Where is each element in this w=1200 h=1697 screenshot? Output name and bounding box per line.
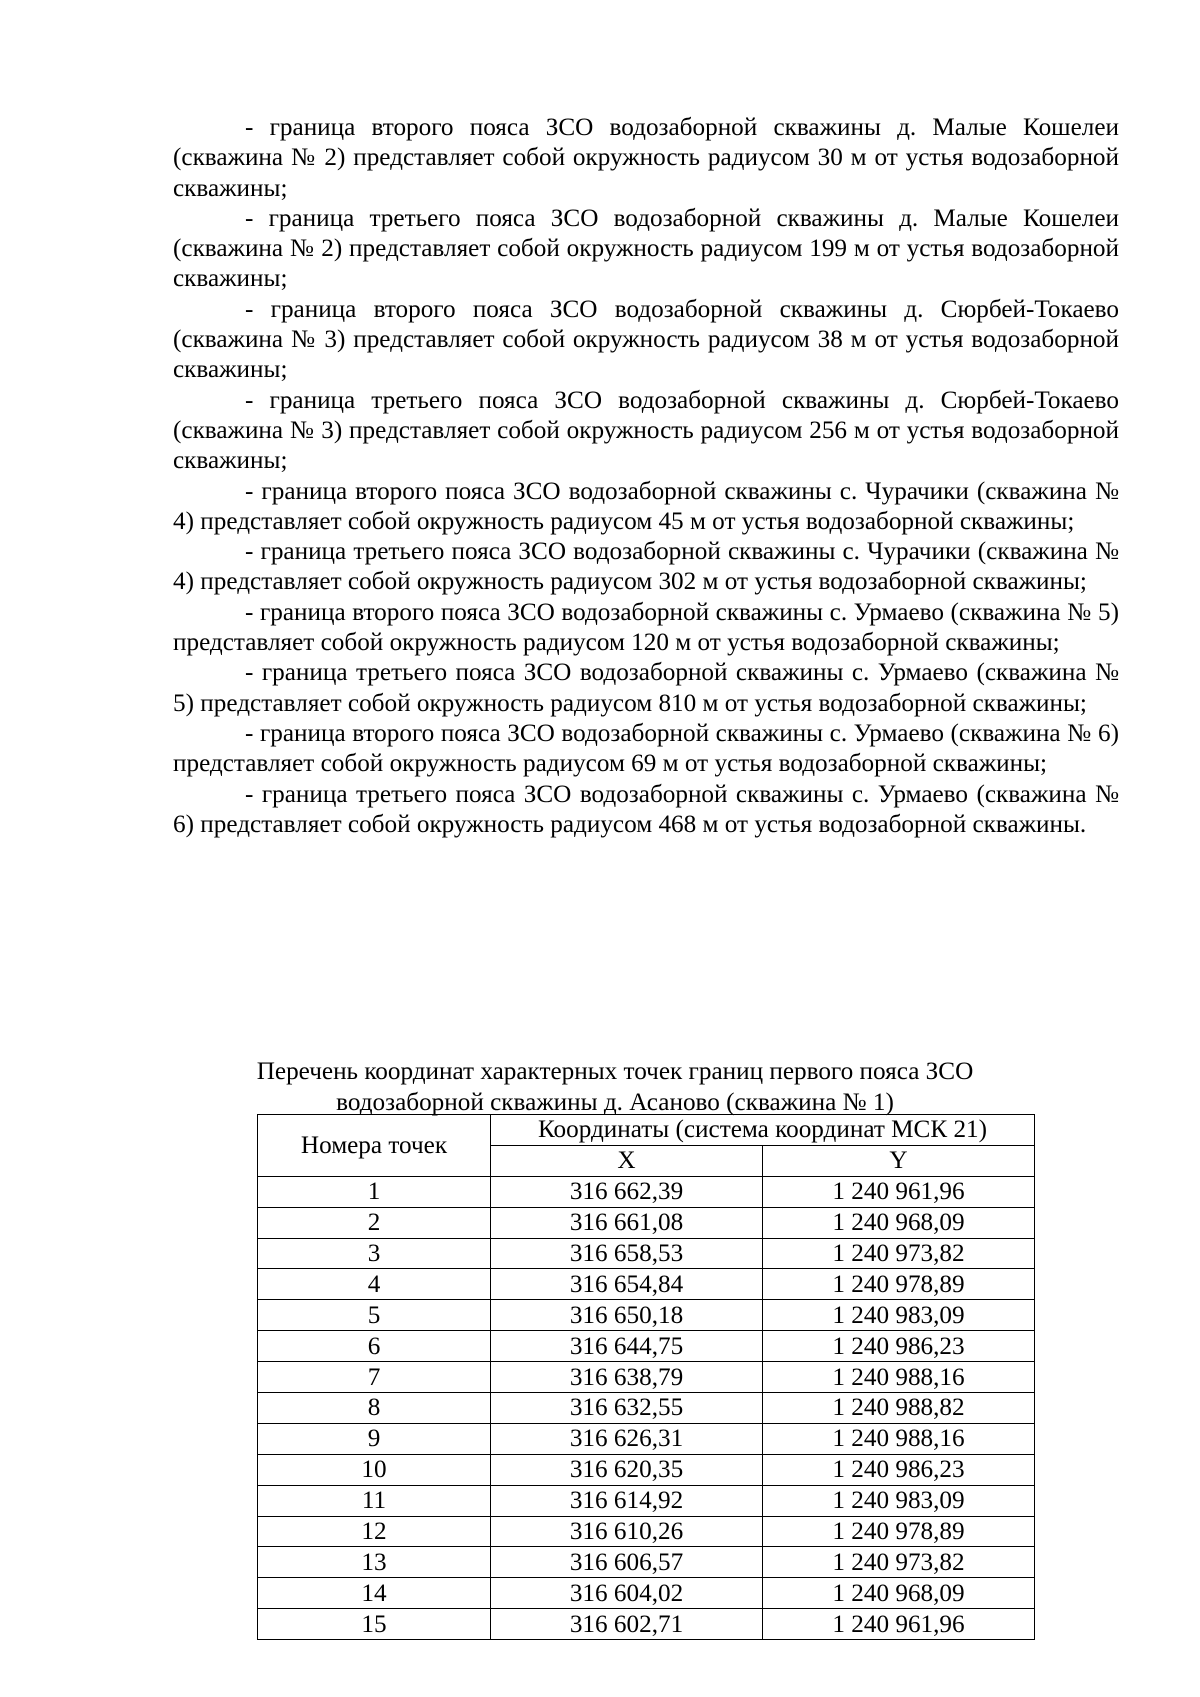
x-value: 316 610,26	[491, 1516, 763, 1547]
x-value: 316 638,79	[491, 1362, 763, 1393]
table-row	[258, 1393, 1035, 1424]
coordinates-table	[257, 1114, 1035, 1640]
point-number: 6	[258, 1331, 491, 1362]
point-number: 7	[258, 1362, 491, 1393]
point-number: 12	[258, 1516, 491, 1547]
y-value: 1 240 968,09	[763, 1207, 1035, 1238]
table-caption-line-2: водозаборной скважины д. Асаново (скважина № 1)	[336, 1088, 894, 1116]
x-value: 316 658,53	[491, 1238, 763, 1269]
header-y: Y	[763, 1145, 1035, 1176]
x-value: 316 661,08	[491, 1207, 763, 1238]
x-value: 316 632,55	[491, 1393, 763, 1424]
paragraph: - граница третьего пояса ЗСО водозаборной скважины с. Чурачики (скважина № 4) представляет собой окружность радиусом 302 м от устья водозаборной скважины;	[173, 538, 1119, 596]
y-value: 1 240 988,16	[763, 1423, 1035, 1454]
point-number: 4	[258, 1269, 491, 1300]
table-row	[258, 1331, 1035, 1362]
y-value: 1 240 961,96	[763, 1609, 1035, 1640]
y-value: 1 240 973,82	[763, 1547, 1035, 1578]
y-value: 1 240 978,89	[763, 1516, 1035, 1547]
table-row	[258, 1269, 1035, 1300]
paragraph: - граница второго пояса ЗСО водозаборной скважины с. Урмаево (скважина № 5) представляет собой окружность радиусом 120 м от устья водозаборной скважины;	[173, 598, 1119, 657]
point-number: 13	[258, 1547, 491, 1578]
point-number: 8	[258, 1393, 491, 1424]
paragraph: - граница второго пояса ЗСО водозаборной скважины с. Урмаево (скважина № 6) представляет собой окружность радиусом 69 м от устья водозаборной скважины;	[173, 719, 1119, 778]
table-row	[258, 1362, 1035, 1393]
paragraph: - граница второго пояса ЗСО водозаборной скважины с. Чурачики (скважина № 4) представляет собой окружность радиусом 45 м от устья водозаборной скважины;	[173, 477, 1119, 535]
point-number: 1	[258, 1176, 491, 1207]
point-number: 10	[258, 1454, 491, 1485]
paragraph: - граница третьего пояса ЗСО водозаборной скважины с. Урмаево (скважина № 5) представляет собой окружность радиусом 810 м от устья водозаборной скважины;	[173, 659, 1119, 717]
y-value: 1 240 968,09	[763, 1578, 1035, 1609]
y-value: 1 240 988,16	[763, 1362, 1035, 1393]
table-row	[258, 1578, 1035, 1609]
y-value: 1 240 986,23	[763, 1454, 1035, 1485]
header-x: X	[491, 1145, 763, 1176]
table-header-row	[258, 1115, 1035, 1146]
x-value: 316 662,39	[491, 1176, 763, 1207]
table-row	[258, 1176, 1035, 1207]
y-value: 1 240 978,89	[763, 1269, 1035, 1300]
point-number: 5	[258, 1300, 491, 1331]
paragraph: - граница третьего пояса ЗСО водозаборной скважины с. Урмаево (скважина № 6) представляет собой окружность радиусом 468 м от устья водозаборной скважины.	[173, 780, 1119, 838]
x-value: 316 606,57	[491, 1547, 763, 1578]
x-value: 316 644,75	[491, 1331, 763, 1362]
paragraph: - граница третьего пояса ЗСО водозаборной скважины д. Малые Кошелеи (скважина № 2) представляет собой окружность радиусом 199 м от устья водозаборной скважины;	[173, 204, 1119, 293]
x-value: 316 604,02	[491, 1578, 763, 1609]
y-value: 1 240 961,96	[763, 1176, 1035, 1207]
table-row	[258, 1454, 1035, 1485]
x-value: 316 650,18	[491, 1300, 763, 1331]
header-point-numbers: Номера точек	[258, 1115, 491, 1177]
point-number: 14	[258, 1578, 491, 1609]
x-value: 316 602,71	[491, 1609, 763, 1640]
y-value: 1 240 986,23	[763, 1331, 1035, 1362]
table-row	[258, 1485, 1035, 1516]
x-value: 316 614,92	[491, 1485, 763, 1516]
x-value: 316 626,31	[491, 1423, 763, 1454]
y-value: 1 240 983,09	[763, 1485, 1035, 1516]
paragraph: - граница второго пояса ЗСО водозаборной скважины д. Малые Кошелеи (скважина № 2) представляет собой окружность радиусом 30 м от устья водозаборной скважины;	[173, 114, 1119, 202]
paragraph: - граница третьего пояса ЗСО водозаборной скважины д. Сюрбей-Токаево (скважина № 3) представляет собой окружность радиусом 256 м от устья водозаборной скважины;	[173, 386, 1119, 475]
table-caption	[240, 1057, 990, 1118]
x-value: 316 654,84	[491, 1269, 763, 1300]
point-number: 2	[258, 1207, 491, 1238]
y-value: 1 240 983,09	[763, 1300, 1035, 1331]
zone-boundaries-text	[173, 113, 1119, 840]
point-number: 15	[258, 1609, 491, 1640]
table-row	[258, 1238, 1035, 1269]
x-value: 316 620,35	[491, 1454, 763, 1485]
table-row	[258, 1516, 1035, 1547]
paragraph: - граница второго пояса ЗСО водозаборной скважины д. Сюрбей-Токаево (скважина № 3) представляет собой окружность радиусом 38 м от устья водозаборной скважины;	[173, 295, 1119, 384]
table-row	[258, 1300, 1035, 1331]
header-coordinates: Координаты (система координат МСК 21)	[491, 1115, 1035, 1146]
table-row	[258, 1609, 1035, 1640]
y-value: 1 240 988,82	[763, 1393, 1035, 1424]
table-row	[258, 1547, 1035, 1578]
table-row	[258, 1207, 1035, 1238]
point-number: 3	[258, 1238, 491, 1269]
table-row	[258, 1423, 1035, 1454]
y-value: 1 240 973,82	[763, 1238, 1035, 1269]
point-number: 9	[258, 1423, 491, 1454]
point-number: 11	[258, 1485, 491, 1516]
table-caption-line-1: Перечень координат характерных точек границ первого пояса ЗСО	[256, 1058, 974, 1085]
